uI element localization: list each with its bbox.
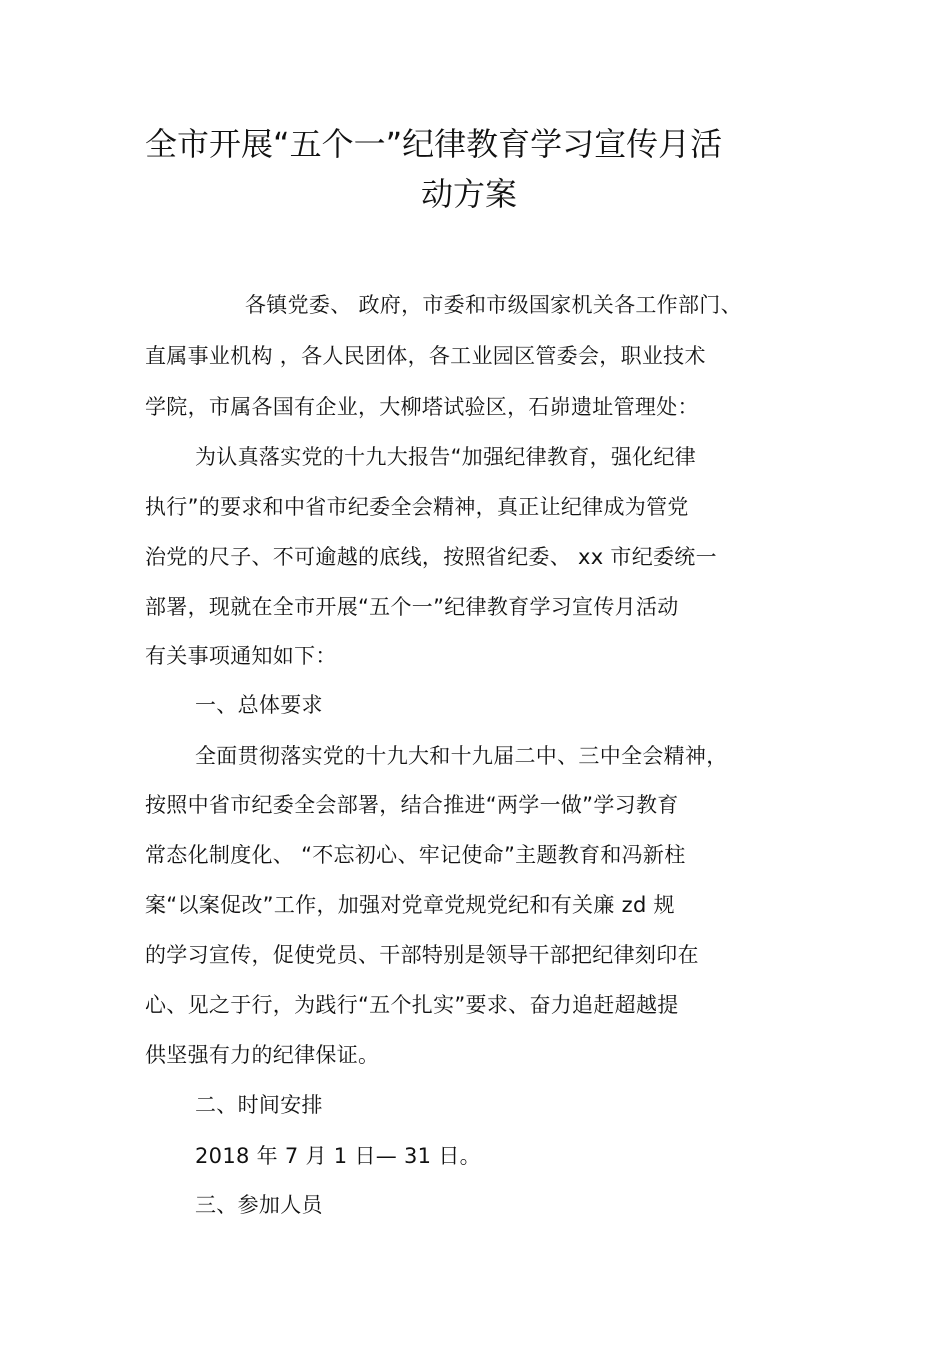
intro-paragraph-line-3: 治党的尺子、不可逾越的底线，按照省纪委、 xx 市纪委统一 (145, 545, 717, 569)
intro-paragraph-line-1: 为认真落实党的十九大报告“加强纪律教育，强化纪律 (195, 445, 697, 469)
section-1-line-5: 的学习宣传，促使党员、干部特别是领导干部把纪律刻印在 (145, 943, 699, 967)
section-heading-3: 三、参加人员 (195, 1193, 323, 1217)
addressee-line-1: 各镇党委、 政府，市委和市级国家机关各工作部门、 (245, 293, 742, 317)
section-heading-1: 一、总体要求 (195, 693, 323, 717)
section-1-line-4: 案“以案促改”工作，加强对党章党规党纪和有关廉 zd 规 (145, 893, 675, 917)
section-1-line-1: 全面贯彻落实党的十九大和十九届二中、三中全会精神， (195, 744, 728, 768)
section-1-line-6: 心、见之于行，为践行“五个扎实”要求、奋力追赶超越提 (145, 993, 679, 1017)
document-title-line-1: 全市开展“五个一”纪律教育学习宣传月活 (145, 125, 723, 163)
intro-paragraph-line-4: 部署，现就在全市开展“五个一”纪律教育学习宣传月活动 (145, 595, 679, 619)
section-heading-2: 二、时间安排 (195, 1093, 323, 1117)
section-1-line-7: 供坚强有力的纪律保证。 (145, 1043, 380, 1067)
document-title-line-2: 动方案 (421, 175, 518, 213)
addressee-line-2: 直属事业机构 ，各人民团体，各工业园区管委会，职业技术 (145, 344, 706, 368)
intro-paragraph-line-2: 执行”的要求和中省市纪委全会精神，真正让纪律成为管党 (145, 495, 689, 519)
section-1-line-3: 常态化制度化、 “不忘初心、牢记使命”主题教育和冯新柱 (145, 843, 686, 867)
intro-paragraph-line-5: 有关事项通知如下： (145, 644, 337, 668)
addressee-line-3: 学院，市属各国有企业，大柳塔试验区，石峁遗址管理处： (145, 395, 699, 419)
schedule-date-line: 2018 年 7 月 1 日— 31 日。 (195, 1144, 481, 1168)
section-1-line-2: 按照中省市纪委全会部署，结合推进“两学一做”学习教育 (145, 793, 679, 817)
